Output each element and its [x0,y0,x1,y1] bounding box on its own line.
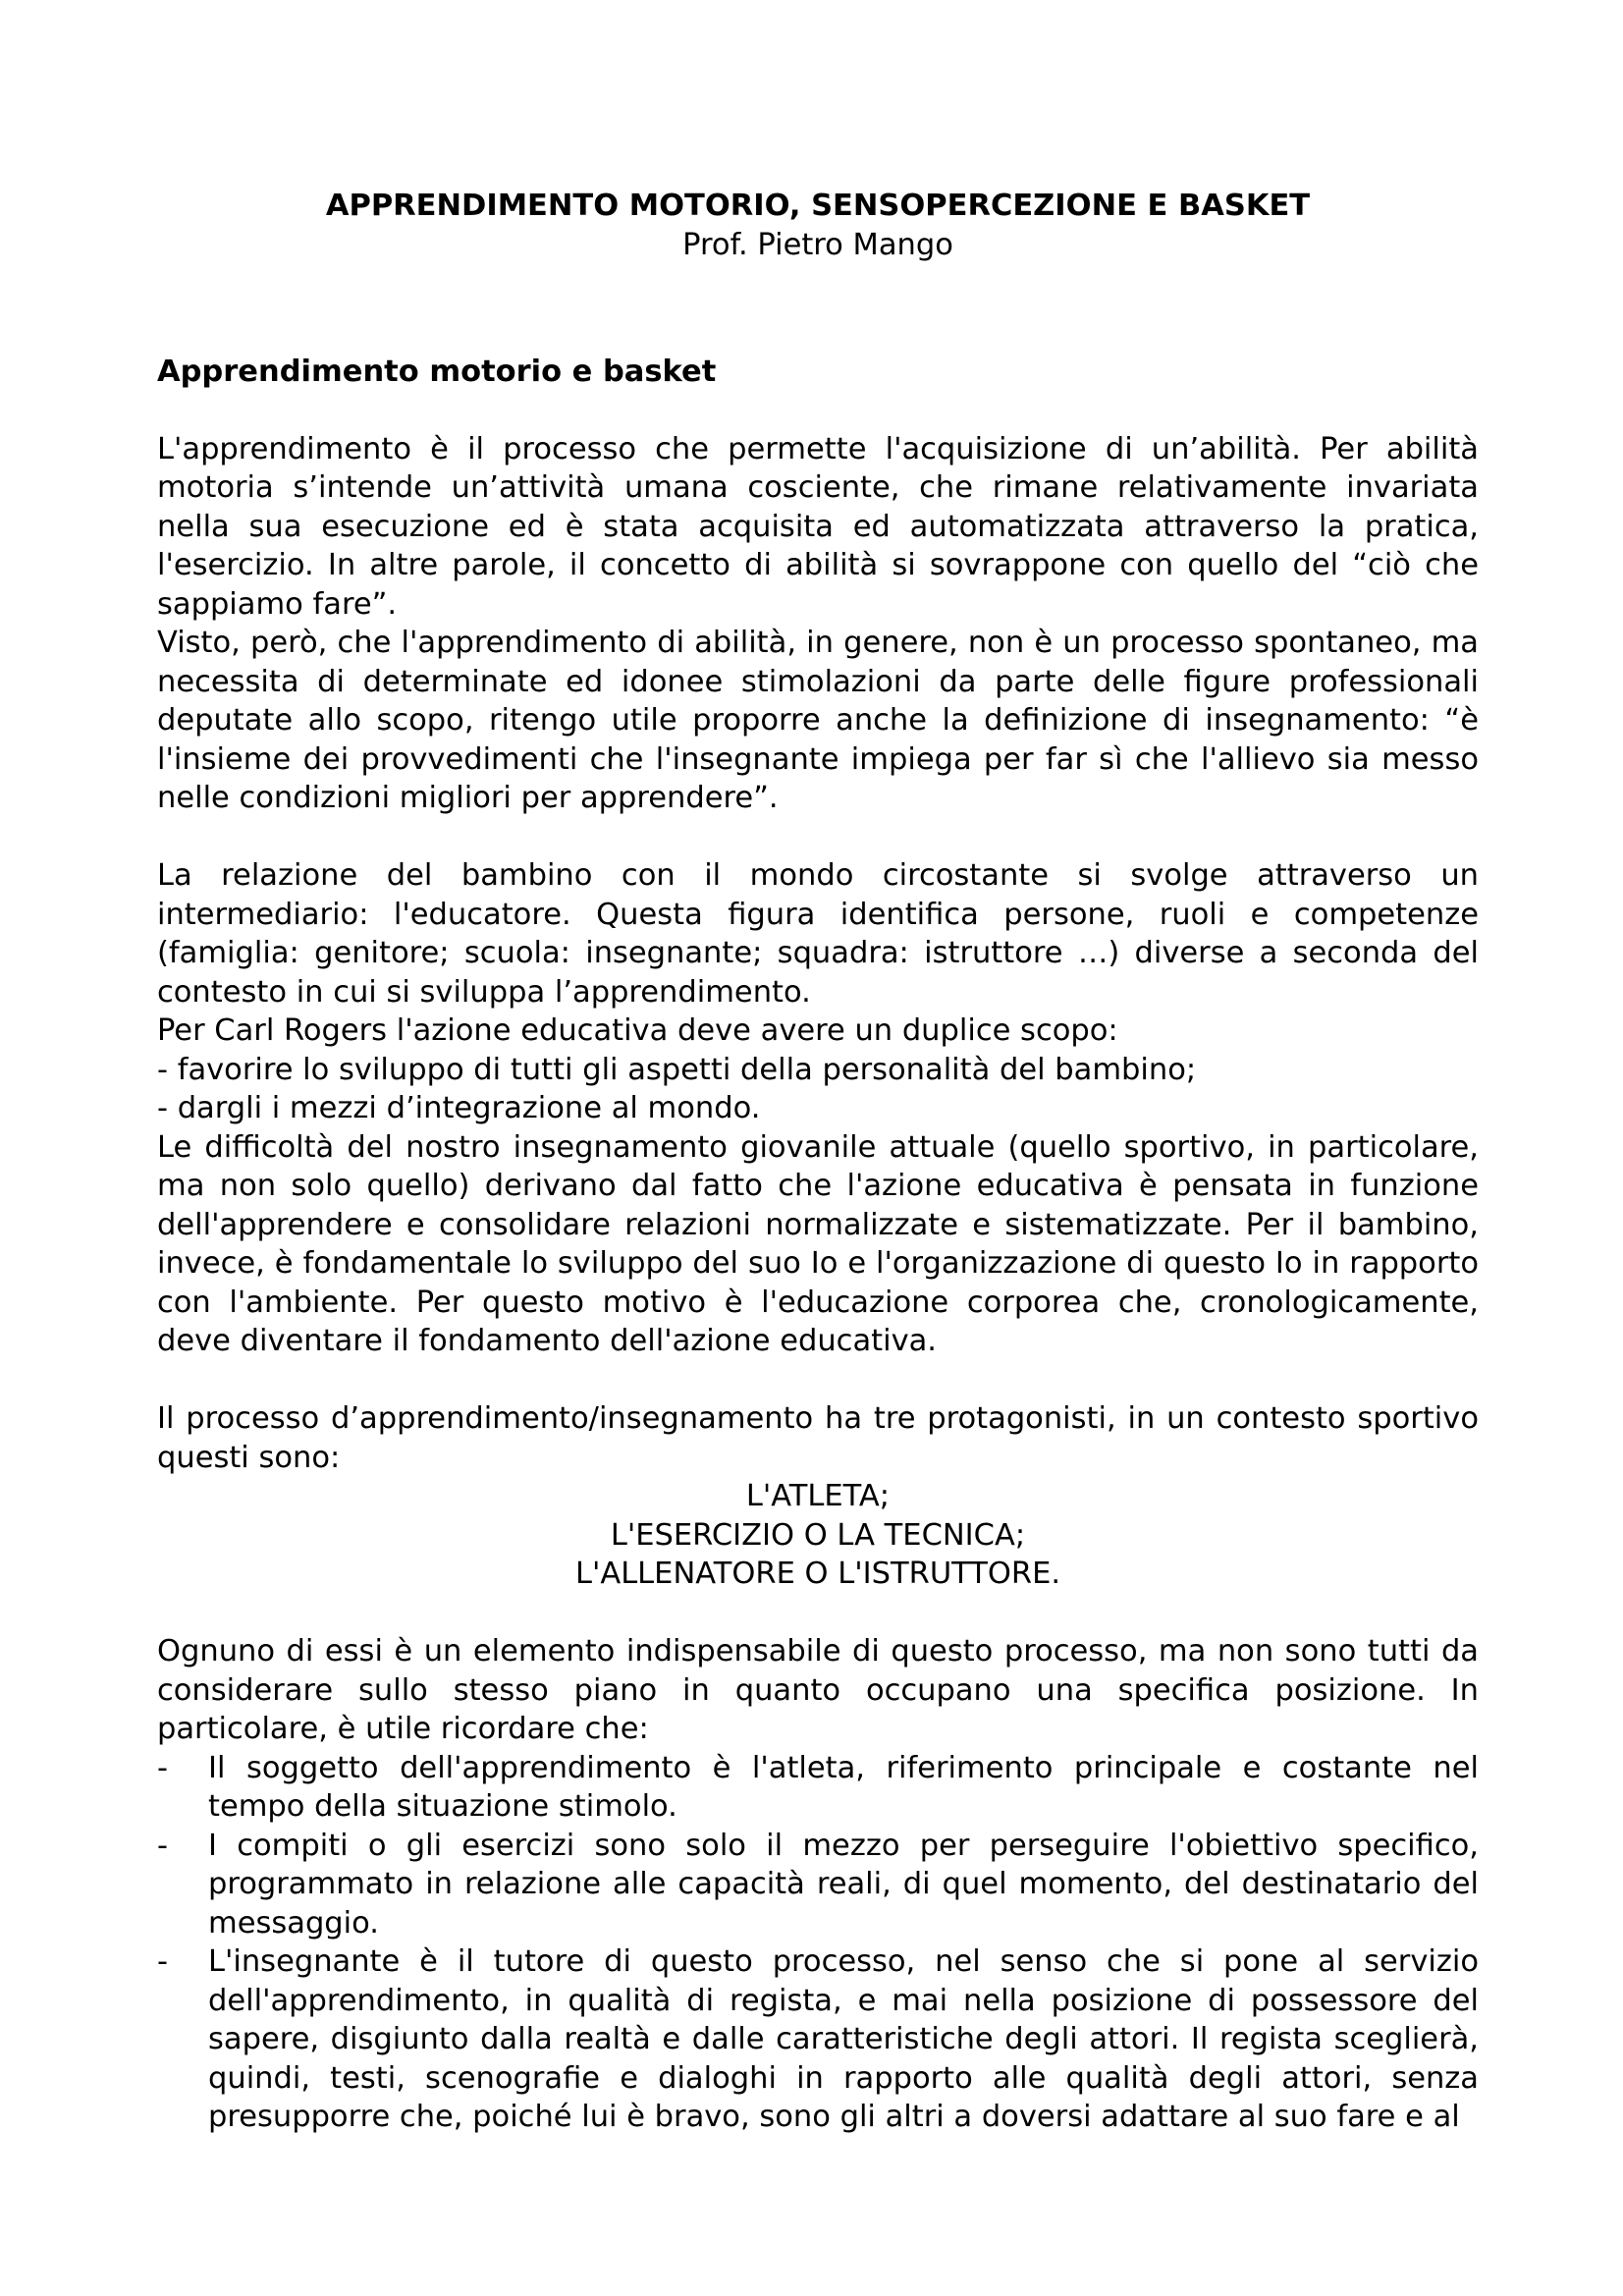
protagonist-line: L'ALLENATORE O L'ISTRUTTORE. [574,1557,1061,1591]
paragraph: - favorire lo sviluppo di tutti gli aspetti della personalità del bambino; [157,1052,1197,1087]
list-item-text: Il soggetto dell'apprendimento è l'atleta, riferimento principale e costante nel tempo della situazione stimolo. [208,1750,1479,1824]
paragraph-gap [157,818,1479,857]
list-item [157,1942,1479,2137]
list-item-text: I compiti o gli esercizi sono solo il mezzo per perseguire l'obiettivo specifico, programmato in relazione alle capacità reali, di quel momento, del destinatario del messaggio. [208,1828,1479,1941]
list-marker: - [157,1828,169,1863]
protagonist-line: L'ESERCIZIO O LA TECNICA; [610,1517,1026,1553]
paragraph: Visto, però, che l'apprendimento di abilità, in genere, non è un processo spontaneo, ma necessita di determinate ed idonee stimolazioni da parte delle figure professionali deputate allo scopo, ritengo utile proporre anche la definizione di insegnamento: “è l'insieme dei provvedimenti che l'insegnante impiega per far sì che l'allievo sia messo nelle condizioni migliori per apprendere”. [157,626,1479,815]
protagonist-line: L'ATLETA; [745,1479,891,1513]
document-title: APPRENDIMENTO MOTORIO, SENSOPERCEZIONE E BASKET [325,189,1311,223]
paragraph: La relazione del bambino con il mondo circostante si svolge attraverso un intermediario: l'educatore. Questa figura identifica persone, ruoli e competenze (famiglia: genitore; scuola: insegnante; squadra: istruttore …) diverse a seconda del contesto in cui si sviluppa l’apprendimento. [157,858,1479,1010]
paragraph: - dargli i mezzi d’integrazione al mondo. [157,1091,761,1125]
paragraph: Ognuno di essi è un elemento indispensabile di questo processo, ma non sono tutti da considerare sullo stesso piano in quanto occupano una specifica posizione. In particolare, è utile ricordare che: [157,1634,1479,1746]
section-heading: Apprendimento motorio e basket [157,355,717,389]
paragraph-gap [157,1361,1479,1400]
list-item-text: L'insegnante è il tutore di questo processo, nel senso che si pone al servizio dell'apprendimento, in qualità di regista, e mai nella posizione di possessore del sapere, disgiunto dalla realtà e dalle caratteristiche degli attori. Il regista sceglierà, quindi, testi, scenografie e dialoghi in rapporto alle qualità degli attori, senza presupporre che, poiché lui è bravo, sono gli altri a doversi adattare al suo fare e al [208,1944,1479,2134]
dash-list [157,1749,1479,2137]
paragraph: Per Carl Rogers l'azione educativa deve avere un duplice scopo: [157,1013,1118,1048]
document-page [157,187,1479,2137]
list-item [157,1749,1479,1827]
document-author: Prof. Pietro Mango [682,227,953,262]
paragraph-gap [157,1594,1479,1633]
paragraph: L'apprendimento è il processo che permette l'acquisizione di un’abilità. Per abilità motoria s’intende un’attività umana cosciente, che rimane relativamente invariata nella sua esecuzione ed è stata acquisita ed automatizzata attraverso la pratica, l'esercizio. In altre parole, il concetto di abilità si sovrappone con quello del “ciò che sappiamo fare”. [157,431,1479,622]
list-marker: - [157,1750,169,1785]
list-item [157,1827,1479,1943]
paragraph: Le difficoltà del nostro insegnamento giovanile attuale (quello sportivo, in particolare, ma non solo quello) derivano dal fatto che l'azione educativa è pensata in funzione dell'apprendere e consolidare relazioni normalizzate e sistematizzate. Per il bambino, invece, è fondamentale lo sviluppo del suo Io e l'organizzazione di questo Io in rapporto con l'ambiente. Per questo motivo è l'educazione corporea che, cronologicamente, deve diventare il fondamento dell'azione educativa. [157,1129,1479,1358]
list-marker: - [157,1944,169,1979]
paragraph: Il processo d’apprendimento/insegnamento ha tre protagonisti, in un contesto sportivo questi sono: [157,1401,1479,1475]
